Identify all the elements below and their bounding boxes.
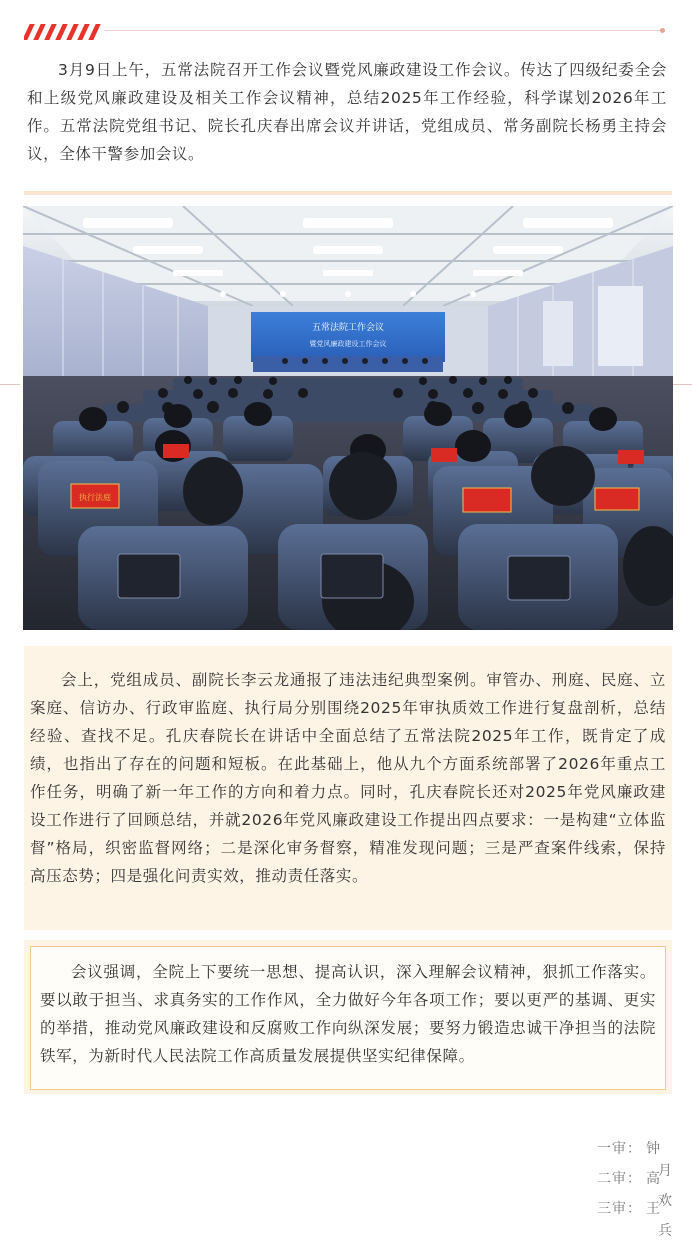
screen-subtitle: 暨党风廉政建设工作会议 <box>309 340 387 348</box>
margin-mark-left <box>0 384 20 385</box>
credit-third-review: 三审： 王兵 <box>597 1201 684 1239</box>
header-divider <box>104 30 660 31</box>
margin-mark-right <box>672 384 692 385</box>
header-dot <box>660 28 665 33</box>
meeting-photo <box>23 206 673 630</box>
section-divider <box>24 191 672 195</box>
conclusion-paragraph: 会议强调，全院上下要统一思想、提高认识，深入理解会议精神，狠抓工作落实。要以敢于担当、求真务实的工作作风，全力做好今年各项工作；要以更严的基调、更实的举措，推动党风廉政建设和反腐败工作向纵深发展；要努力锻造忠诚干净担当的法院铁军，为新时代人民法院工作高质量发展提供坚实纪律保障。 <box>40 963 656 1065</box>
screen-title: 五常法院工作会议 <box>311 323 385 333</box>
meeting-report-paragraph: 会上，党组成员、副院长李云龙通报了违法违纪典型案例。审管办、刑庭、民庭、立案庭、信访办、行政审监庭、执行局分别围绕2025年审执质效工作进行复盘剖析，总结经验、查找不足。孔庆春院长在讲话中全面总结了五常法院2025年工作，既肯定了成绩，也指出了存在的问题和短板。在此基础上，他从九个方面系统部署了2026年重点工作任务，明确了新一年工作的方向和着力点。同时，孔庆春院长还对2025年党风廉政建设工作进行了回顾总结，并就2026年党风廉政建设工作提出四点要求：一是构建“立体监督”格局，织密监督网络；二是深化审务督察，精准发现问题；三是严查案件线索，保持高压态势；四是强化问责实效，推动责任落实。 <box>30 671 666 885</box>
credit-second-review: 二审： 高欢 <box>597 1171 684 1209</box>
seat-placard-label: 执行法庭 <box>79 493 111 502</box>
review-credits <box>583 1138 684 1239</box>
credit-first-review: 一审： 钟月 <box>597 1141 684 1179</box>
intro-paragraph: 3月9日上午，五常法院召开工作会议暨党风廉政建设工作会议。传达了四级纪委全会和上级党风廉政建设及相关工作会议精神，总结2025年工作经验，科学谋划2026年工作。五常法院党组书记、院长孔庆春出席会议并讲话，党组成员、常务副院长杨勇主持会议，全体干警参加会议。 <box>27 61 667 163</box>
header-stripes <box>24 24 102 40</box>
